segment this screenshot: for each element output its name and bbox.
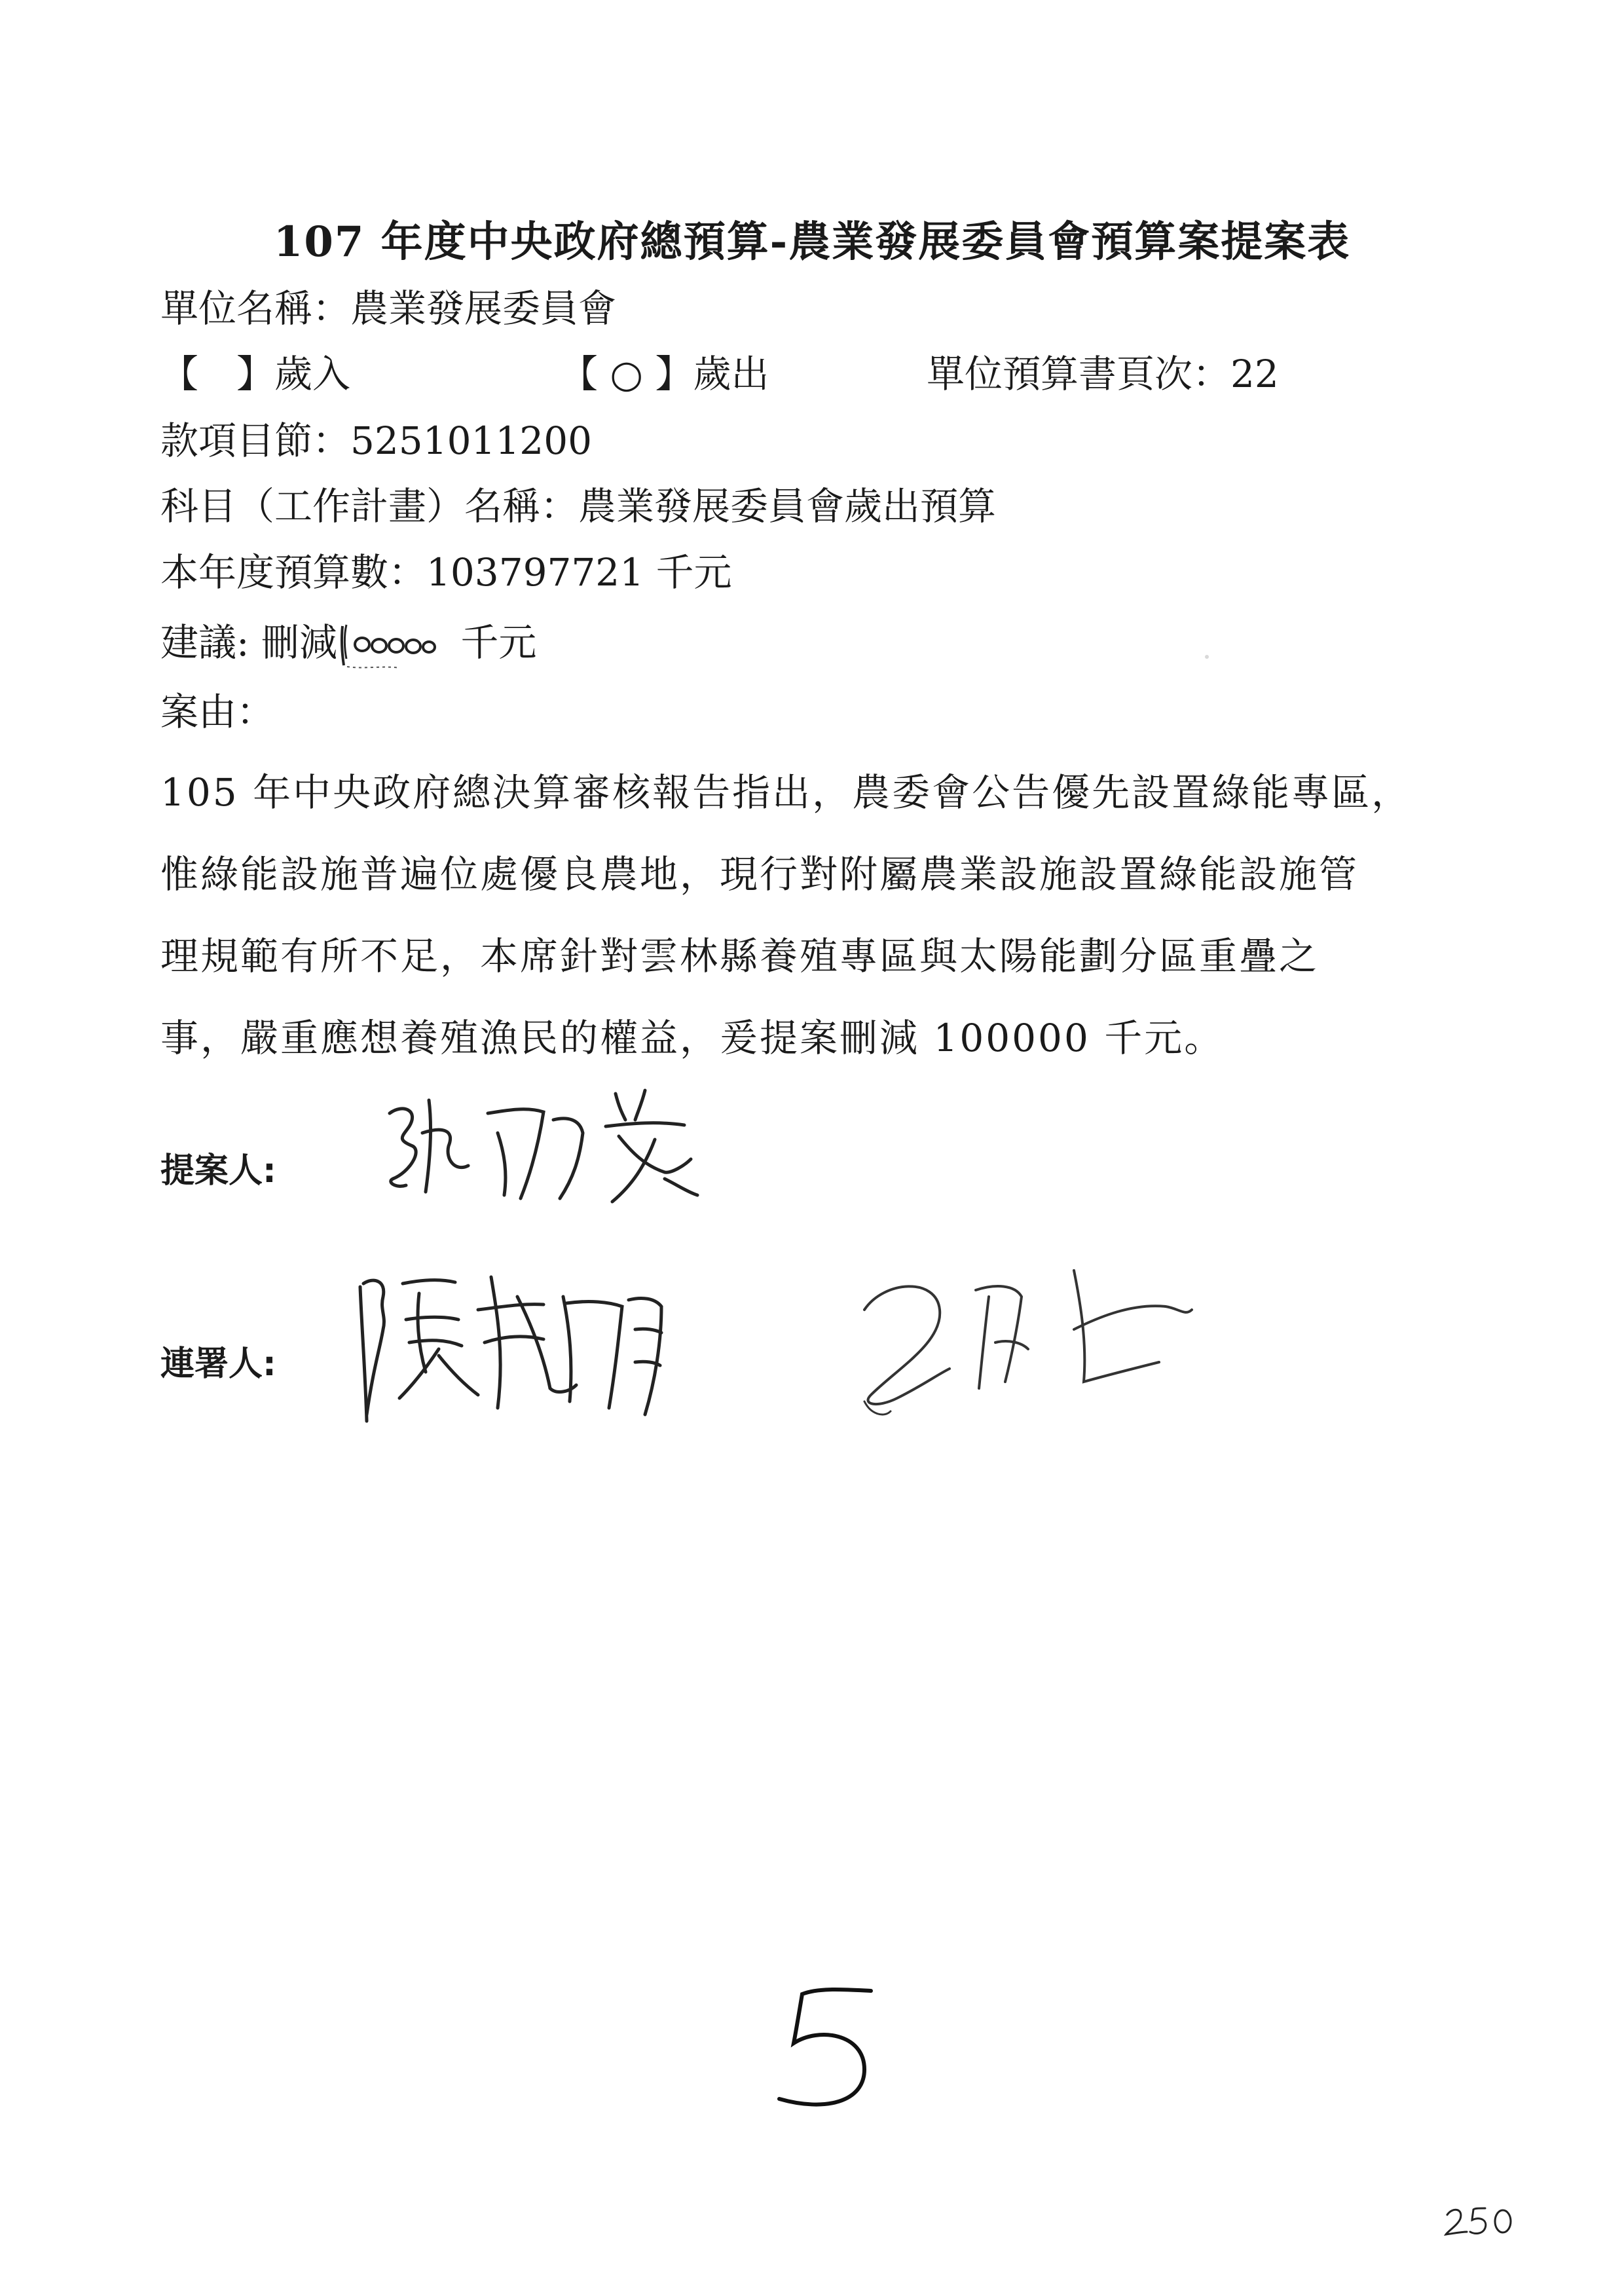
reason-line: 事，嚴重應想養殖漁民的權益，爰提案刪減 100000 千元。 xyxy=(160,1016,1225,1060)
current-budget-line: 本年度預算數：103797721 千元 xyxy=(160,550,732,595)
handwritten-page-marker xyxy=(766,1978,897,2124)
subject-line: 科目（工作計畫）名稱：農業發展委員會歲出預算 xyxy=(160,484,997,528)
item-code-line: 款項目節：5251011200 xyxy=(160,418,593,463)
expense-checkbox-label: 【 ○ 】歲出 xyxy=(560,352,769,396)
suggestion-suffix: 千元 xyxy=(448,620,537,665)
proposer-signature xyxy=(357,1074,724,1225)
reason-line: 105 年中央政府總決算審核報告指出，農委會公告優先設置綠能專區， xyxy=(160,770,1412,815)
budget-type-line xyxy=(160,352,1279,396)
cosigner-signature-1 xyxy=(347,1257,688,1441)
scan-speck xyxy=(1205,655,1209,659)
reason-label: 案由： xyxy=(160,690,275,734)
income-checkbox-label: 【 】歲入 xyxy=(160,352,351,396)
cosigner-signature-2 xyxy=(825,1244,1218,1441)
unit-name-line: 單位名稱：農業發展委員會 xyxy=(160,286,617,331)
cosigner-label: 連署人: xyxy=(160,1344,276,1384)
reason-line: 理規範有所不足，本席針對雲林縣養殖專區與太陽能劃分區重疊之 xyxy=(160,934,1320,978)
budget-page-number: 單位預算書頁次：22 xyxy=(927,352,1279,396)
proposer-label: 提案人: xyxy=(160,1151,276,1191)
reason-line: 惟綠能設施普遍位處優良農地，現行對附屬農業設施設置綠能設施管 xyxy=(160,852,1359,897)
handwritten-amount-signature xyxy=(337,620,449,672)
reason-paragraph xyxy=(160,752,1509,1079)
handwritten-page-number xyxy=(1441,2200,1519,2242)
suggestion-line xyxy=(160,620,536,672)
suggestion-prefix: 建議: 刪減 xyxy=(160,620,337,665)
form-title: 107 年度中央政府總預算-農業發展委員會預算案提案表 xyxy=(273,217,1351,267)
